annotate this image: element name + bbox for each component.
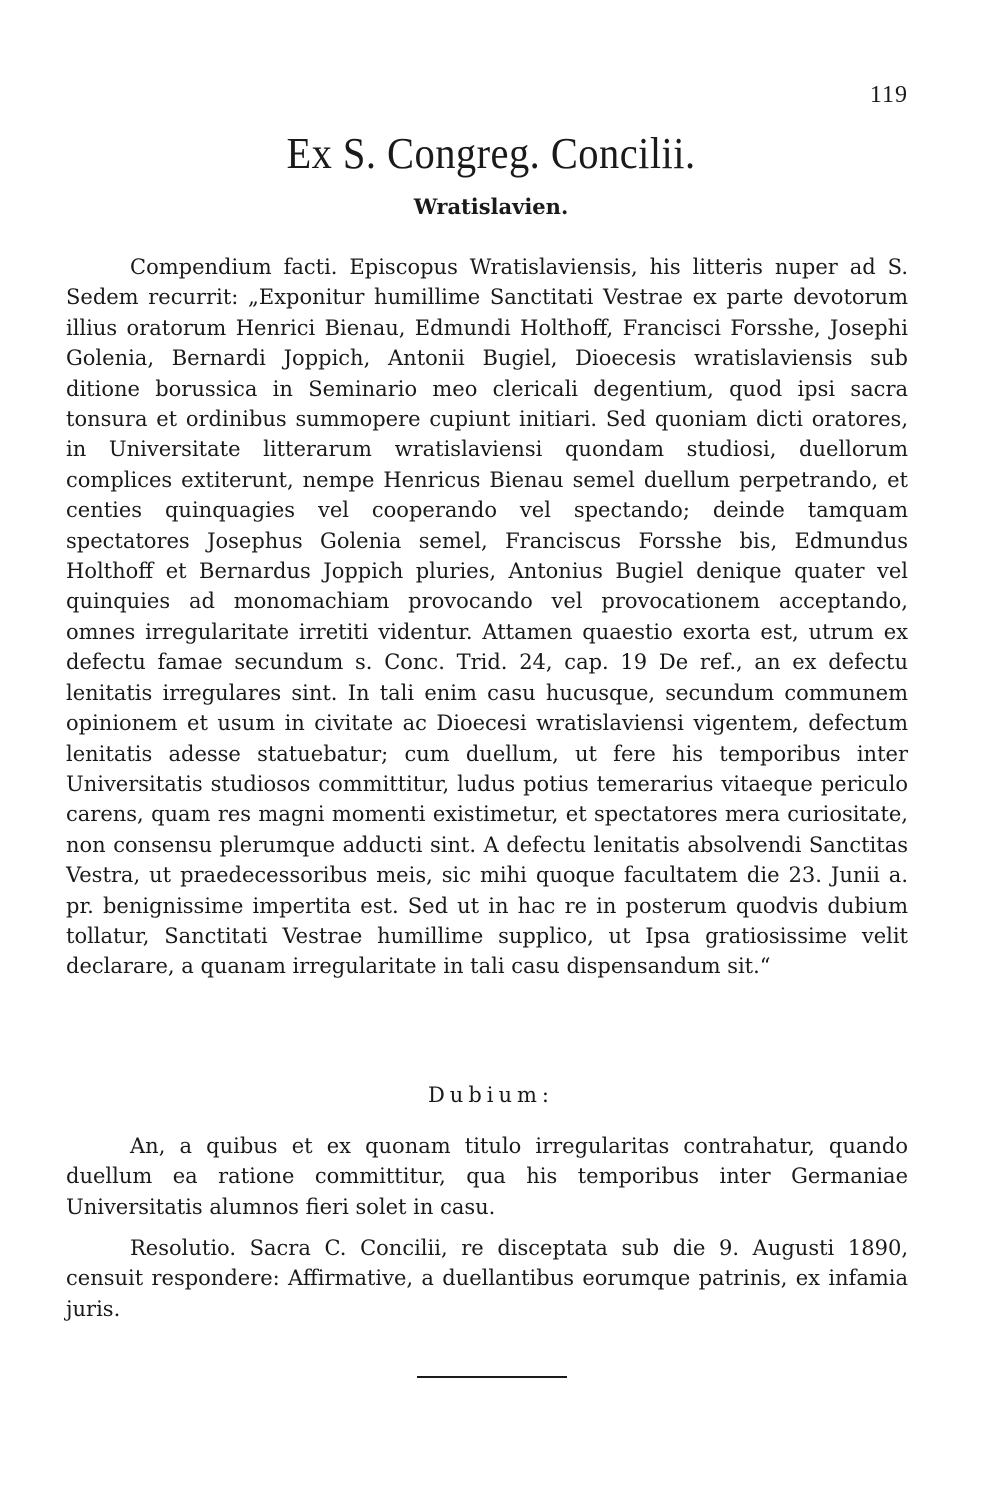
dubium-paragraph: An, a quibus et ex quonam titulo irregularitas contrahatur, quando duellum ea ratione committitur, qua his temporibus inter Germaniae Universitatis alumnos fieri solet in casu. [66,1134,908,1219]
page-subtitle: Wratislavien. [413,194,569,219]
compendium-paragraph: Compendium facti. Episcopus Wratislaviensis, his litteris nuper ad S. Sedem recurrit: „Exponitur humillime Sanctitati Vestrae ex parte devotorum illius oratorum Henrici Bienau, Edmundi Holthoff, Francisci Forsshe, Josephi Golenia, Bernardi Joppich, Antonii Bugiel, Dioecesis wratislaviensis sub ditione borussica in Seminario meo clericali degentium, quod ipsi sacra tonsura et ordinibus summopere cupiunt initiari. Sed quoniam dicti oratores, in Universitate litterarum wratislaviensi quondam studiosi, duellorum complices extiterunt, nempe Henricus Bienau semel duellum perpetrando, et centies quinquagies vel cooperando vel spectando; deinde tamquam spectatores Josephus Golenia semel, Franciscus Forsshe bis, Edmundus Holthoff et Bernardus Joppich pluries, Antonius Bugiel denique quater vel quinquies ad monomachiam provocando vel provocationem acceptando, omnes irregularitate irretiti videntur. Attamen quaestio exorta est, utrum ex defectu famae secundum s. Conc. Trid. 24, cap. 19 De ref., an ex defectu lenitatis irregulares sint. In tali enim casu hucusque, secundum communem opinionem et usum in civitate ac Dioecesi wratislaviensi vigentem, defectum lenitatis adesse statuebatur; cum duellum, ut fere his temporibus inter Universitatis studiosos committitur, ludus potius temerarius vitaeque periculo carens, quam res magni momenti existimetur, et spectatores mera curiositate, non consensu plerumque adducti sint. A defectu lenitatis absolvendi Sanctitas Vestra, ut praedecessoribus meis, sic mihi quoque facultatem die 23. Junii a. pr. benignissime impertita est. Sed ut in hac re in posterum quodvis dubium tollatur, Sanctitati Vestrae humillime supplico, ut Ipsa gratiosissime velit declarare, a quanam irregularitate in tali casu dispensandum sit.“ [66,255,908,979]
end-rule [417,1376,567,1378]
dubium-heading: Dubium: [427,1083,555,1107]
resolutio-paragraph: Resolutio. Sacra C. Concilii, re disceptata sub die 9. Augusti 1890, censuit respondere: Affirmative, a duellantibus eorumque patrinis, ex infamia juris. [66,1236,908,1321]
page-number: 119 [869,82,908,108]
page-title: Ex S. Congreg. Concilii. [286,129,696,178]
